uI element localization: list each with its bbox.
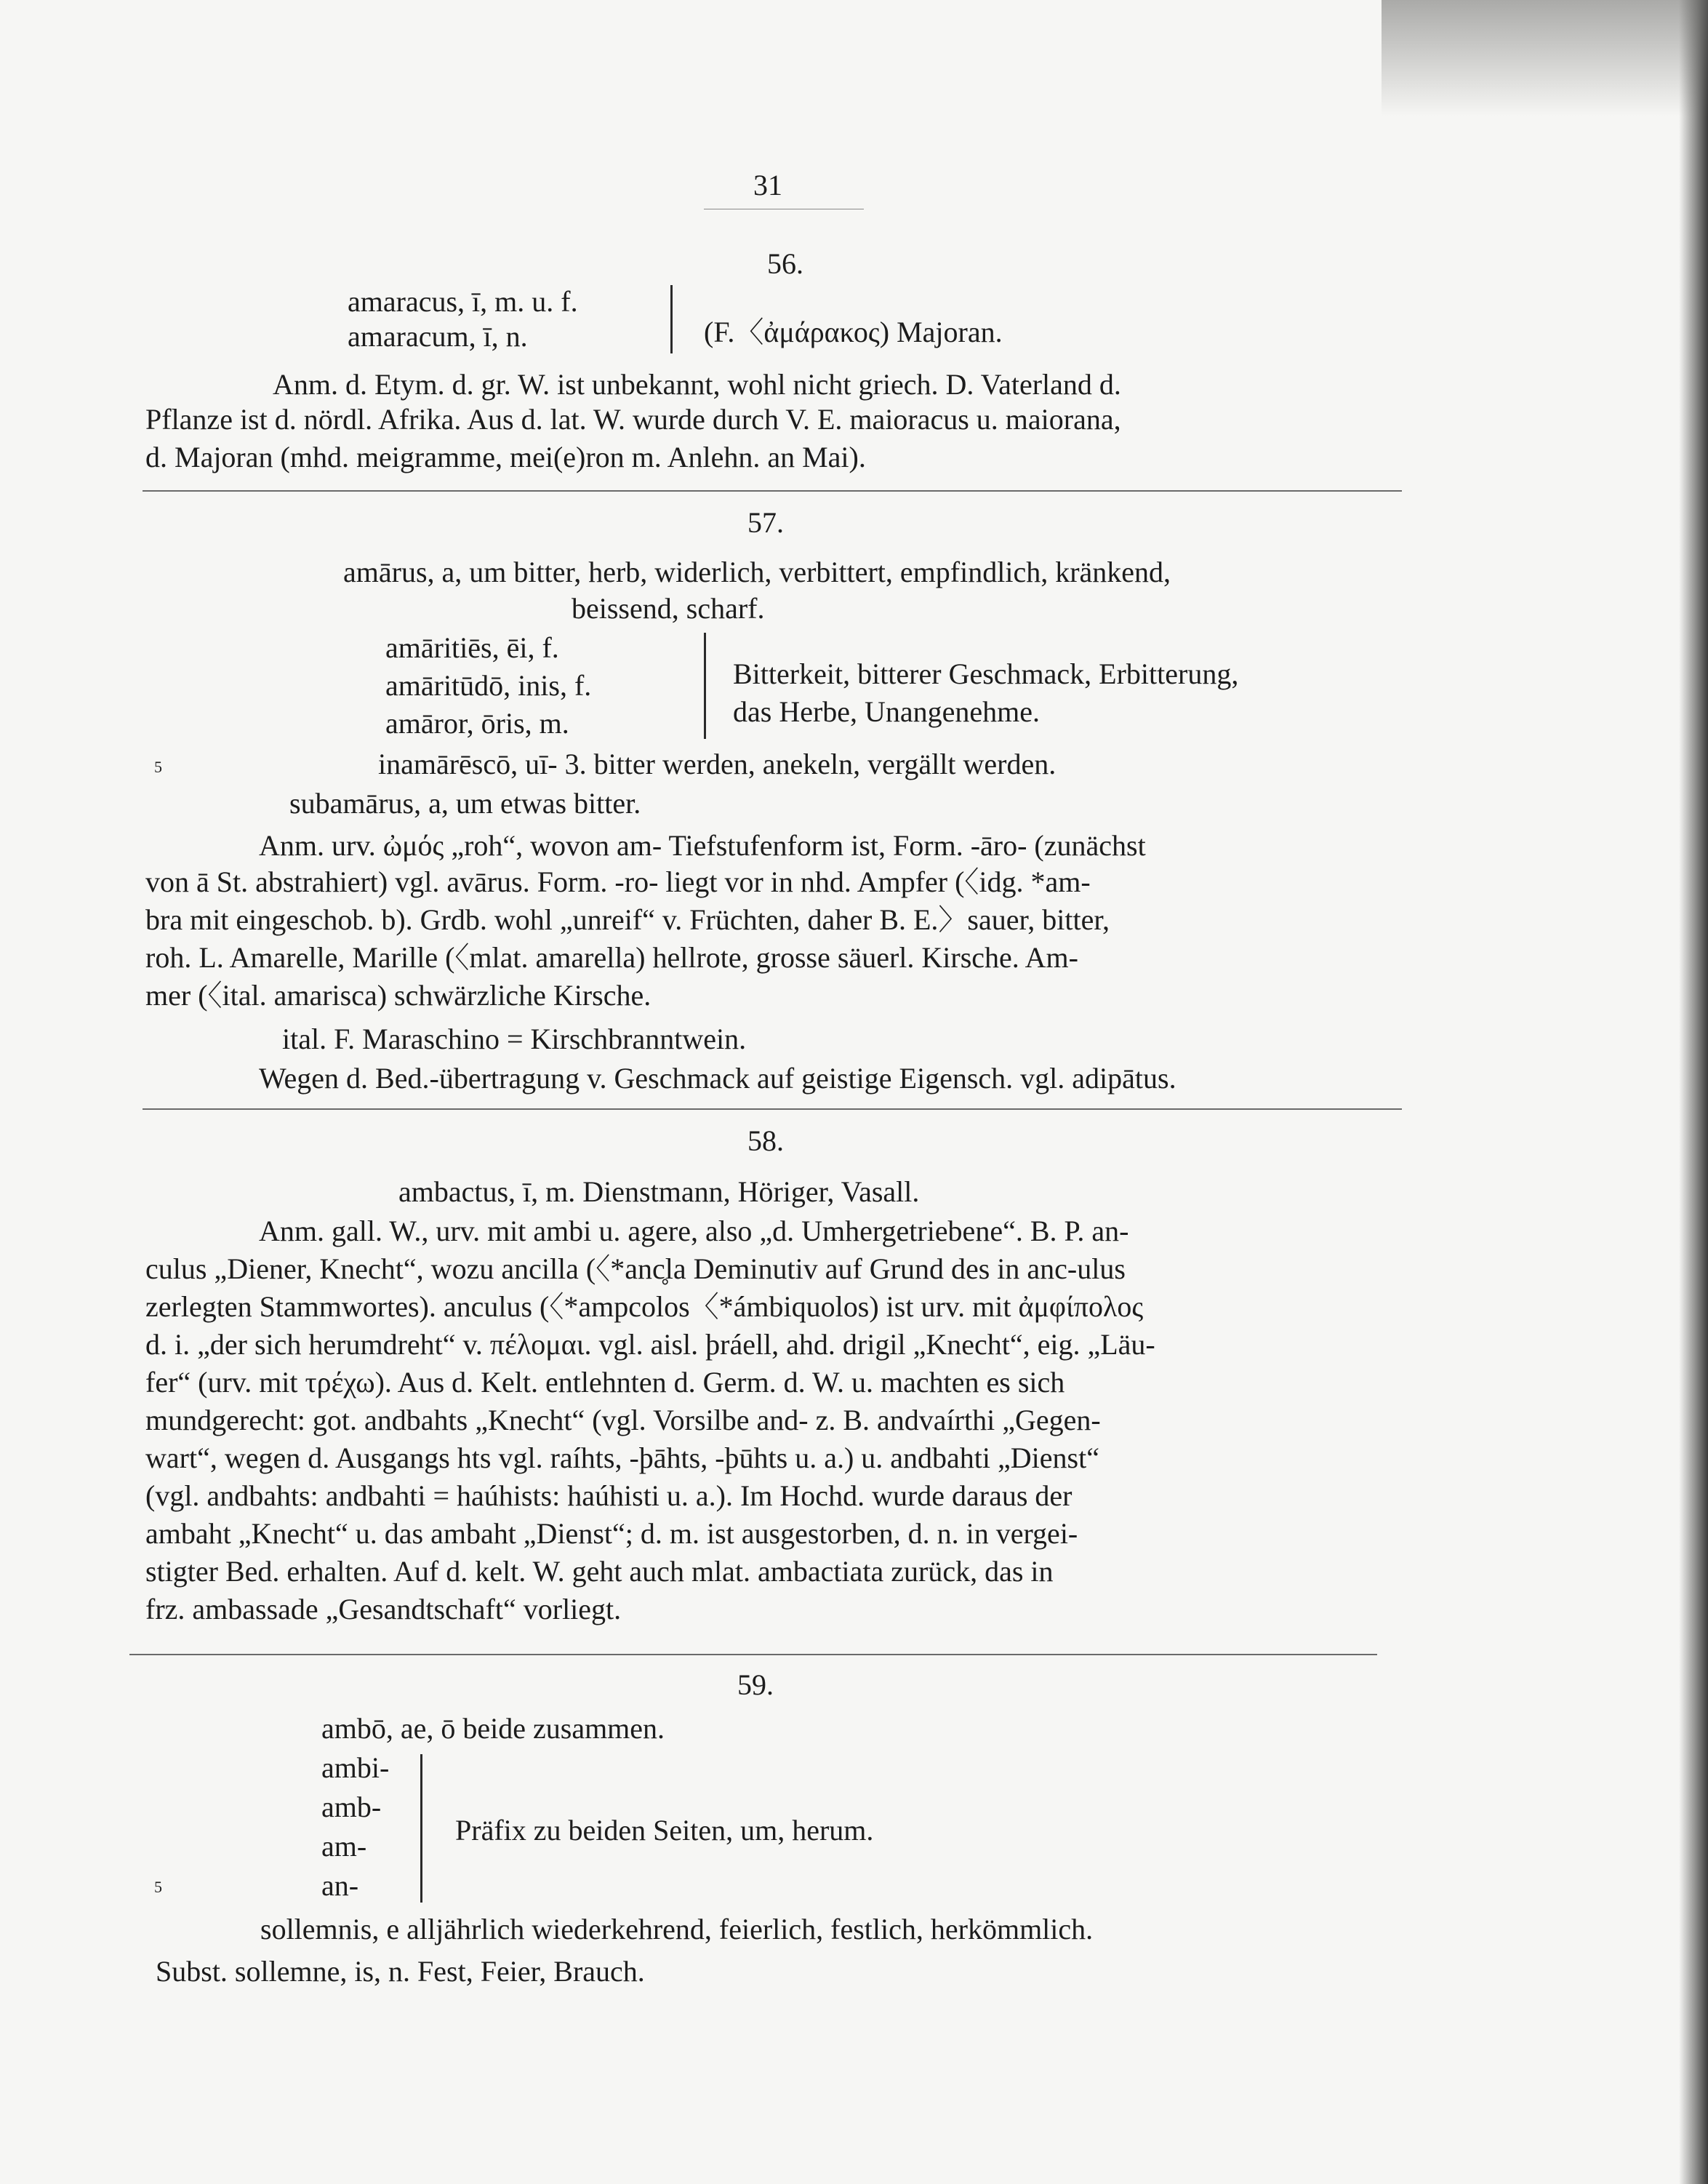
entry-58-note-line: stigter Bed. erhalten. Auf d. kelt. W. geht auch mlat. ambactiata zurück, das in [145,1555,1054,1588]
entry-57-lemma-line-2: beissend, scharf. [572,592,765,625]
entry-57-inamaresco: inamārēscō, uī- 3. bitter werden, anekeln, vergällt werden. [378,748,1057,780]
entry-57-note-line: Anm. urv. ὠμός „roh“, wovon am- Tiefstufenform ist, Form. -āro- (zunächst [259,829,1146,862]
entry-58-note-line: fer“ (urv. mit τρέχω). Aus d. Kelt. entlehnten d. Germ. d. W. u. machten es sich [145,1366,1065,1399]
entry-57-group-item: amāritūdō, inis, f. [385,669,592,702]
entry-58-note-line: frz. ambassade „Gesandtschaft“ vorliegt. [145,1593,622,1625]
page-number: 31 [753,169,782,201]
entry-58-note-line: mundgerecht: got. andbahts „Knecht“ (vgl. Vorsilbe and- z. B. andvaírthi „Gegen- [145,1404,1101,1436]
entry-57-note-line: roh. L. Amarelle, Marille (〈mlat. amarella) hellrote, grosse säuerl. Kirsche. Am- [145,941,1078,974]
entry-59-prefix-gloss: Präfix zu beiden Seiten, um, herum. [455,1814,874,1847]
entry-58-note-line: d. i. „der sich herumdreht“ v. πέλομαι. vgl. aisl. þráell, ahd. drigil „Knecht“, eig. „Läu- [145,1328,1155,1361]
entry-59-subst: Subst. sollemne, is, n. Fest, Feier, Brauch. [156,1955,645,1988]
entry-57-note-line: von ā St. abstrahiert) vgl. avārus. Form. -ro- liegt vor in nhd. Ampfer (〈idg. *am- [145,865,1091,898]
entry-58-note-line: zerlegten Stammwortes). anculus (〈*ampcolos〈*ámbiquolos) ist urv. mit ἀμφίπολος [145,1290,1144,1323]
entry-58-note-line: Anm. gall. W., urv. mit ambi u. agere, also „d. Umhergetriebene“. B. P. an- [259,1215,1129,1247]
entry-57-lemma-line-1: amārus, a, um bitter, herb, widerlich, verbittert, empfindlich, kränkend, [343,556,1171,588]
entry-57-number: 57. [747,506,784,539]
top-corner-shadow [1382,0,1708,116]
entry-59-brace [420,1754,422,1903]
entry-59-number: 59. [737,1668,774,1701]
entry-56-note-line: d. Majoran (mhd. meigramme, mei(e)ron m. Anlehn. an Mai). [145,441,866,473]
entry-57-group-item: amāritiēs, ēi, f. [385,631,559,664]
separator-rule [143,490,1402,492]
entry-58-note-line: ambaht „Knecht“ u. das ambaht „Dienst“; d. m. ist ausgestorben, d. n. in vergei- [145,1517,1078,1550]
entry-59-prefix: am- [321,1830,367,1863]
entry-56-note-line: Anm. d. Etym. d. gr. W. ist unbekannt, wohl nicht griech. D. Vaterland d. [273,368,1121,401]
line-number: 5 [154,758,162,776]
entry-56-gloss: (F.〈ἀμάρακος) Majoran. [704,316,1003,348]
line-number: 5 [154,1878,162,1896]
entry-59-prefix: amb- [321,1791,382,1823]
entry-57-note-line: ital. F. Maraschino = Kirschbranntwein. [282,1023,747,1055]
entry-58-note-line: culus „Diener, Knecht“, wozu ancilla (〈*anc̥la Deminutiv auf Grund des in anc-ulus [145,1252,1126,1285]
entry-59-lemma: ambō, ae, ō beide zusammen. [321,1712,665,1745]
separator-rule [143,1108,1402,1110]
right-page-edge [1679,0,1708,2184]
entry-57-group-gloss-1: Bitterkeit, bitterer Geschmack, Erbitterung, [733,657,1239,690]
entry-56-note-line: Pflanze ist d. nördl. Afrika. Aus d. lat. W. wurde durch V. E. maioracus u. maiorana, [145,403,1121,436]
entry-59-prefix: an- [321,1869,359,1902]
entry-57-group-item: amāror, ōris, m. [385,707,569,740]
entry-57-group-gloss-2: das Herbe, Unangenehme. [733,695,1041,728]
entry-57-note-line: bra mit eingeschob. b). Grdb. wohl „unreif“ v. Früchten, daher B. E.〉sauer, bitter, [145,903,1110,936]
entry-56-lemma-1: amaracus, ī, m. u. f. [348,285,578,318]
entry-58-lemma: ambactus, ī, m. Dienstmann, Höriger, Vasall. [398,1175,920,1208]
entry-56-lemma-2: amaracum, ī, n. [348,320,528,353]
entry-57-brace [704,633,706,739]
entry-57-note-line: mer (〈ital. amarisca) schwärzliche Kirsche. [145,979,651,1012]
entry-58-number: 58. [747,1124,784,1157]
entry-56-brace [670,285,673,353]
entry-58-note-line: wart“, wegen d. Ausgangs hts vgl. raíhts, -þāhts, -þūhts u. a.) u. andbahti „Dienst“ [145,1441,1099,1474]
entry-59-prefix: ambi- [321,1751,390,1784]
entry-57-subamarus: subamārus, a, um etwas bitter. [289,787,641,820]
entry-59-sollemnis: sollemnis, e alljährlich wiederkehrend, feierlich, festlich, herkömmlich. [260,1913,1094,1945]
entry-57-note-line: Wegen d. Bed.-übertragung v. Geschmack auf geistige Eigensch. vgl. adipātus. [259,1062,1176,1095]
entry-58-note-line: (vgl. andbahts: andbahti = haúhists: haúhisti u. a.). Im Hochd. wurde daraus der [145,1479,1072,1512]
entry-56-number: 56. [767,247,803,280]
separator-rule [129,1654,1377,1655]
